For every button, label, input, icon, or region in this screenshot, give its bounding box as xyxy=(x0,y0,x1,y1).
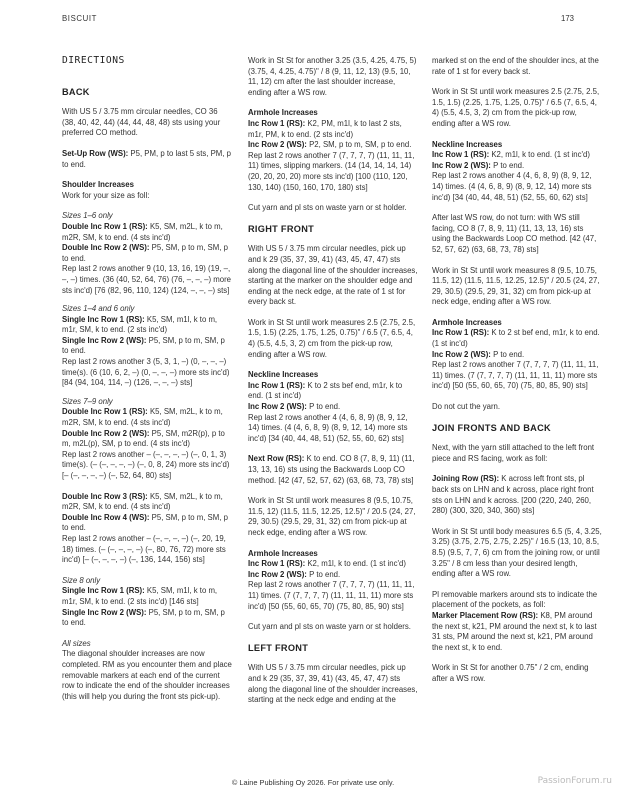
directions-title: DIRECTIONS xyxy=(62,55,125,66)
lf-co: After last WS row, do not turn: with WS still facing, CO 8 (7, 8, 9, 11) (11, 13, 13, 16) sts using the Backwards Loop CO method. [42 (47, 52, 57, 62) (63, 68, 73, 78) sts] xyxy=(432,213,597,254)
left-front-heading: LEFT FRONT xyxy=(248,642,309,653)
joining-row: Joining Row (RS): K across left front sts, pl back sts on LHN and k across, place right front sts on LHN and k across. [200 (220, 240, 260, 280) (300, 320, 340, 360) sts] xyxy=(432,474,594,516)
setup-row: Set-Up Row (WS): P5, PM, p to last 5 sts, PM, p to end. xyxy=(62,148,231,169)
body-stst: Work in St St until body measures 6.5 (5, 4, 3.25, 3.25) (3.75, 2.75, 2.75, 2.25)" / 16.5 (13, 10, 8.5, 8.5) (9.5, 7, 7, 6) cm from the joining row, or until 3.25" / 8 cm less than your desired length, ending after a WS row. xyxy=(432,526,602,579)
lf-stst-2: Work in St St until work measures 8 (9.5, 10.75, 11.5, 12) (11.5, 11.5, 12.25, 12.5)" / 20.5 (24, 27, 29, 30.5) (29.5, 29, 31, 32) cm from pick-up at neck edge, ending after a WS row. xyxy=(432,265,600,307)
rf-stst: Work in St St until work measures 2.5 (2.75, 2.5, 1.5, 1.5) (2.25, 1.75, 1.25, 0.75)" / 6.5 (7, 6.5, 4, 4) (5.5, 4.5, 3, 2) cm from the pick-up row, ending after a WS row. xyxy=(248,317,416,359)
page-number: 173 xyxy=(560,14,574,23)
body-stst-2: Work in St St for another 0.75" / 2 cm, ending after a WS row. xyxy=(432,663,589,683)
right-front-heading: RIGHT FRONT xyxy=(248,223,315,234)
size-8: Size 8 only Single Inc Row 1 (RS): K5, SM, m1l, k to m, m1r, SM, k to end. (2 sts inc'd) [146 sts] Single Inc Row 2 (WS): P5, SM, p to m, SM, p to end. xyxy=(62,575,225,628)
rf-cut: Cut yarn and pl sts on waste yarn or st holders. xyxy=(248,622,411,632)
rf-intro: With US 5 / 3.75 mm circular needles, pick up and k 29 (35, 37, 39, 41) (43, 45, 47, 47) sts along the diagonal line of the shoulder increases, starting at the marker on the shoulder edge and ending at the neck edge, at the rate of 1 st for every back st. xyxy=(248,244,418,307)
lf-stst: Work in St St until work measures 2.5 (2.75, 2.5, 1.5, 1.5) (2.25, 1.75, 1.25, 0.75)" / 6.5 (7, 6.5, 4, 4) (5.5, 4.5, 3, 2) cm from the pick-up row, ending after a WS row. xyxy=(432,87,600,128)
sizes-1-4-6: Sizes 1–4 and 6 only Single Inc Row 1 (RS): K5, SM, m1l, k to m, m1r, SM, k to end. (2 sts inc'd) Single Inc Row 2 (WS): P5, SM, p to m, SM, p to end. Rep last 2 rows another 3 (5, 3, 1, –) (0, –, –, –) time(s). (6 (10, 6, 2, –) (0, –, –, –) more sts inc'd) [84 (94, 104, 114, –) (126, –, –, –) sts] xyxy=(62,304,230,388)
back-intro: With US 5 / 3.75 mm circular needles, CO 36 (38, 40, 42, 44) (44, 44, 48, 48) sts using your preferred CO method. xyxy=(62,107,221,138)
lf-armhole: Armhole Increases Inc Row 1 (RS): K to 2 st bef end, m1r, k to end. (1 st inc'd) Inc Row 2 (WS): P to end. Rep last 2 rows another 7 (7, 7, 7, 7) (11, 11, 11, 11) times. (7 (7, 7, 7, 7) (11, 11, 11, 11) more sts inc'd) [50 (55, 60, 65, 70) (75, 80, 85, 90) sts] xyxy=(432,317,600,391)
all-sizes: All sizes The diagonal shoulder increases are now completed. RM as you encounter them and place removable markers at each end of the current row to indicate the end of the shoulder increases (this will help you during the front sts pick-up). xyxy=(62,638,232,701)
page-header xyxy=(62,14,574,28)
back-armhole: Armhole Increases Inc Row 1 (RS): K2, PM, m1l, k to last 2 sts, m1r, PM, k to end. (2 sts inc'd) Inc Row 2 (WS): P2, SM, p to m, SM, p to end. Rep last 2 rows another 7 (7, 7, 7, 7) (11, 11, 11, 11) times, slipping markers. (14 (14, 14, 14, 14) (20, 20, 20, 20) more sts inc'd) [100 (110, 120, 130, 140) (150, 160, 170, 180) sts] xyxy=(248,108,415,192)
lf-intro-cont: marked st on the end of the shoulder incs, at the rate of 1 st for every back st. xyxy=(432,56,599,76)
shoulder-heading: Shoulder Increases xyxy=(62,180,134,190)
join-intro: Next, with the yarn still attached to the left front piece and RS facing, work as foll: xyxy=(432,443,595,463)
shoulder-intro: Work for your size as foll: xyxy=(62,190,150,200)
rf-armhole: Armhole Increases Inc Row 1 (RS): K2, m1l, k to end. (1 st inc'd) Inc Row 2 (WS): P to end. Rep last 2 rows another 7 (7, 7, 7, 7) (11, 11, 11, 11) times. (7 (7, 7, 7, 7) (11, 11, 11, 11) more sts inc'd) [50 (55, 60, 65, 70) (75, 80, 85, 90) sts] xyxy=(248,548,415,611)
watermark: PassionForum.ru xyxy=(537,776,612,786)
lf-neckline: Neckline Increases Inc Row 1 (RS): K2, m1l, k to end. (1 st inc'd) Inc Row 2 (WS): P to end. Rep last 2 rows another 4 (4, 6, 8, 9) (8, 9, 12, 14) times. (4 (4, 6, 8, 9) (8, 9, 12, 14) more sts inc'd) [34 (40, 44, 48, 51) (52, 55, 60, 62) sts] xyxy=(432,139,592,202)
join-heading: JOIN FRONTS AND BACK xyxy=(432,422,551,433)
back-cut: Cut yarn and pl sts on waste yarn or st holder. xyxy=(248,203,407,213)
back-heading: BACK xyxy=(62,86,90,97)
rf-next-row: Next Row (RS): K to end. CO 8 (7, 8, 9, 11) (11, 13, 13, 16) sts using the Backwards Loop CO method. [42 (47, 52, 57, 62) (63, 68, 73, 78) sts] xyxy=(248,454,415,485)
copyright-footer: © Laine Publishing Oy 2026. For private use only. xyxy=(231,778,395,787)
rf-stst-2: Work in St St until work measures 8 (9.5, 10.75, 11.5, 12) (11.5, 11.5, 12.25, 12.5)" / 20.5 (24, 27, 29, 30.5) (29.5, 29, 31, 32) cm from pick-up at neck edge, ending after a WS row. xyxy=(248,496,416,537)
lf-intro: With US 5 / 3.75 mm circular needles, pick up and k 29 (35, 37, 39, 41) (43, 45, 47, 47) sts along the diagonal line of the shoulder increases, starting at the neck edge and ending at the xyxy=(248,663,418,705)
lf-no-cut: Do not cut the yarn. xyxy=(432,402,501,412)
sizes-1-6: Sizes 1–6 only Double Inc Row 1 (RS): K5, SM, m2L, k to m, m2R, SM, k to end. (4 sts inc'd) Double Inc Row 2 (WS): P5, SM, p to m, SM, p to end. Rep last 2 rows another 9 (10, 13, 16, 19) (19, –, –, –) times. (36 (40, 52, 64, 76) (76, –, –, –) more sts inc'd) [76 (82, 96, 110, 124) (124, –, –, –) sts] xyxy=(62,211,232,295)
column-1 xyxy=(62,56,232,712)
sizes-7-9-cont: Double Inc Row 3 (RS): K5, SM, m2L, k to m, m2R, SM, k to end. (4 sts inc'd) Double Inc Row 4 (WS): P5, SM, p to m, SM, p to end. Rep last 2 rows another – (–, –, –, –) (–, 20, 19, 18) times. (– (–, –, –, –) (–, 80, 76, 72) more sts inc'd) [– (–, –, –, –) (–, 136, 144, 156) sts] xyxy=(62,491,228,565)
column-3 xyxy=(432,56,602,695)
rf-neckline: Neckline Increases Inc Row 1 (RS): K to 2 sts bef end, m1r, k to end. (1 st inc'd) Inc Row 2 (WS): P to end. Rep last 2 rows another 4 (4, 6, 8, 9) (8, 9, 12, 14) times. (4 (4, 6, 8, 9) (8, 9, 12, 14) more sts inc'd) [34 (40, 44, 48, 51) (52, 55, 60, 62) sts] xyxy=(248,370,408,443)
column-2 xyxy=(248,56,418,716)
sizes-7-9: Sizes 7–9 only Double Inc Row 1 (RS): K5, SM, m2L, k to m, m2R, SM, k to end. (4 sts inc'd) Double Inc Row 2 (WS): P5, SM, m2R(p), p to m, m2L(p), SM, p to end. (4 sts inc'd) Rep last 2 rows another – (–, –, –, –) (–, 0, 1, 3) time(s). (– (–, –, –, –) (–, 0, 8, 24) more sts inc'd) [– (–, –, –, –) (–, 52, 64, 80) sts] xyxy=(62,396,230,480)
section-title: BISCUIT xyxy=(62,14,97,23)
back-stst: Work in St St for another 3.25 (3.5, 4.25, 4.75, 5) (3.75, 4, 4.25, 4.75)" / 8 (9, 11, 12, 13) (9.5, 10, 11, 12) cm after the last shoulder increase, ending after a WS row. xyxy=(248,56,417,97)
pocket-markers: Pl removable markers around sts to indicate the placement of the pockets, as foll: Marker Placement Row (RS): K8, PM around the next st, k21, PM around the next st, k to last 31 sts, PM around the next st, k21, PM around the next st, k to end. xyxy=(432,589,598,652)
